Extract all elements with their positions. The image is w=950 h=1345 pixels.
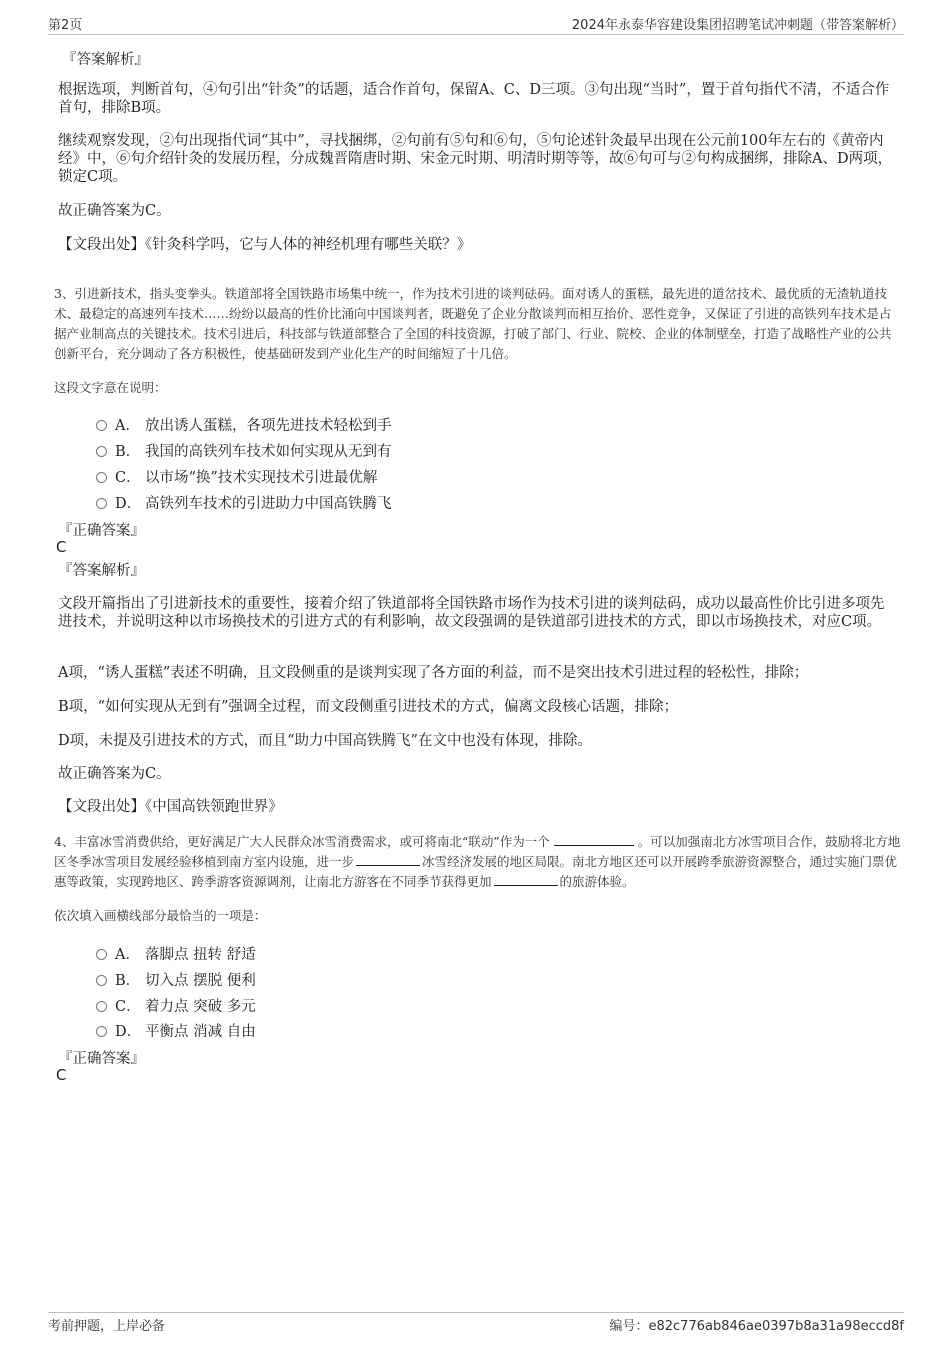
document-id: 编号：e82c776ab846ae0397b8a31a98eccd8f xyxy=(609,1319,904,1334)
radio-icon[interactable] xyxy=(96,472,107,483)
q4-answer-label: 『正确答案』 xyxy=(58,1051,145,1067)
radio-icon[interactable] xyxy=(96,1026,107,1037)
q4-blank-3[interactable] xyxy=(494,873,558,886)
footer-slogan: 考前押题，上岸必备 xyxy=(48,1319,166,1334)
radio-icon[interactable] xyxy=(96,420,107,431)
page-footer xyxy=(48,1312,904,1335)
q4-blank-1[interactable] xyxy=(554,833,634,846)
q3-option-a[interactable]: A． 放出诱人蛋糕，各项先进技术轻松到手 xyxy=(96,414,392,434)
q4-answer: C xyxy=(56,1066,67,1084)
q3-analysis-p2: A项，“诱人蛋糕”表述不明确，且文段侧重的是谈判实现了各方面的利益，而不是突出技术引进过程的轻松性，排除； xyxy=(58,665,809,681)
radio-icon[interactable] xyxy=(96,949,107,960)
q3-answer-label: 『正确答案』 xyxy=(58,523,145,539)
q2-analysis-label: 『答案解析』 xyxy=(62,52,149,68)
q4-stem: 4、丰富冰雪消费供给，更好满足广大人民群众冰雪消费需求，或可将南北“联动”作为一个 。可以加强南北方冰雪项目合作，鼓励将北方地区冬季冰雪项目发展经验移植到南方室内设施，进一步 冰雪经济发展的地区局限。南北方地区还可以开展跨季旅游资源整合，通过实施门票优惠等政策，实现跨地区、跨季游客资源调剂，让南北方游客在不同季节获得更加 的旅游体验。 xyxy=(54,834,901,889)
q4-option-c[interactable]: C． 着力点 突破 多元 xyxy=(96,995,256,1015)
document-title: 2024年永泰华容建设集团招聘笔试冲刺题（带答案解析） xyxy=(571,18,904,33)
q4-blank-2[interactable] xyxy=(356,853,420,866)
q3-analysis-p3: B项，“如何实现从无到有”强调全过程，而文段侧重引进技术的方式，偏离文段核心话题，排除； xyxy=(58,699,678,715)
radio-icon[interactable] xyxy=(96,446,107,457)
q3-prompt: 这段文字意在说明： xyxy=(54,380,167,395)
q2-analysis-p3: 故正确答案为C。 xyxy=(58,203,171,219)
radio-icon[interactable] xyxy=(96,1001,107,1012)
q2-source: 【文段出处】《针灸科学吗，它与人体的神经机理有哪些关联？》 xyxy=(58,237,472,253)
q2-analysis-p2: 继续观察发现，②句出现指代词“其中”，寻找捆绑，②句前有⑤句和⑥句，⑤句论述针灸最早出现在公元前100年左右的《黄帝内经》中，⑥句介绍针灸的发展历程，分成魏晋隋唐时期、宋金元时期、明清时期等等，故⑥句可与②句构成捆绑，排除A、D两项，锁定C项。 xyxy=(58,133,893,185)
q3-option-d[interactable]: D． 高铁列车技术的引进助力中国高铁腾飞 xyxy=(96,492,392,512)
q4-option-b[interactable]: B． 切入点 摆脱 便利 xyxy=(96,969,256,989)
q2-analysis-p1: 根据选项，判断首句，④句引出“针灸”的话题，适合作首句，保留A、C、D三项。③句出现“当时”，置于首句指代不清，不适合作首句，排除B项。 xyxy=(58,82,890,116)
q3-analysis-p1: 文段开篇指出了引进新技术的重要性，接着介绍了铁道部将全国铁路市场作为技术引进的谈判砝码，成功以最高性价比引进多项先进技术，并说明这种以市场换技术的引进方式的有利影响，故文段强调的是铁道部引进技术的方式，即以市场换技术，对应C项。 xyxy=(58,596,885,630)
radio-icon[interactable] xyxy=(96,498,107,509)
q3-option-b[interactable]: B． 我国的高铁列车技术如何实现从无到有 xyxy=(96,440,392,460)
q3-answer: C xyxy=(56,538,67,556)
q3-stem: 3、引进新技术，指头变拳头。铁道部将全国铁路市场集中统一，作为技术引进的谈判砝码。面对诱人的蛋糕，最先进的道岔技术、最优质的无渣轨道技术、最稳定的高速列车技术……纷纷以最高的性价比涌向中国谈判者，既避免了企业分散谈判而相互抬价、恶性竞争，又保证了引进的高铁列车技术是占据产业制高点的关键技术。技术引进后，科技部与铁道部整合了全国的科技资源，打破了部门、行业、院校、企业的体制壁垒，打造了战略性产业的公共创新平台，充分调动了各方积极性，使基础研发到产业化生产的时间缩短了十几倍。 xyxy=(54,286,892,361)
q4-option-a[interactable]: A． 落脚点 扭转 舒适 xyxy=(96,943,256,963)
page-number: 第2页 xyxy=(48,18,83,33)
q3-analysis-p4: D项，未提及引进技术的方式，而且“助力中国高铁腾飞”在文中也没有体现，排除。 xyxy=(58,733,592,749)
q3-source: 【文段出处】《中国高铁领跑世界》 xyxy=(58,799,283,815)
radio-icon[interactable] xyxy=(96,975,107,986)
q3-analysis-p5: 故正确答案为C。 xyxy=(58,766,171,782)
q3-option-c[interactable]: C． 以市场“换”技术实现技术引进最优解 xyxy=(96,466,377,486)
q4-option-d[interactable]: D． 平衡点 消减 自由 xyxy=(96,1020,256,1040)
q4-prompt: 依次填入画横线部分最恰当的一项是： xyxy=(54,908,267,923)
q3-analysis-label: 『答案解析』 xyxy=(58,563,145,579)
page-header xyxy=(48,14,904,35)
